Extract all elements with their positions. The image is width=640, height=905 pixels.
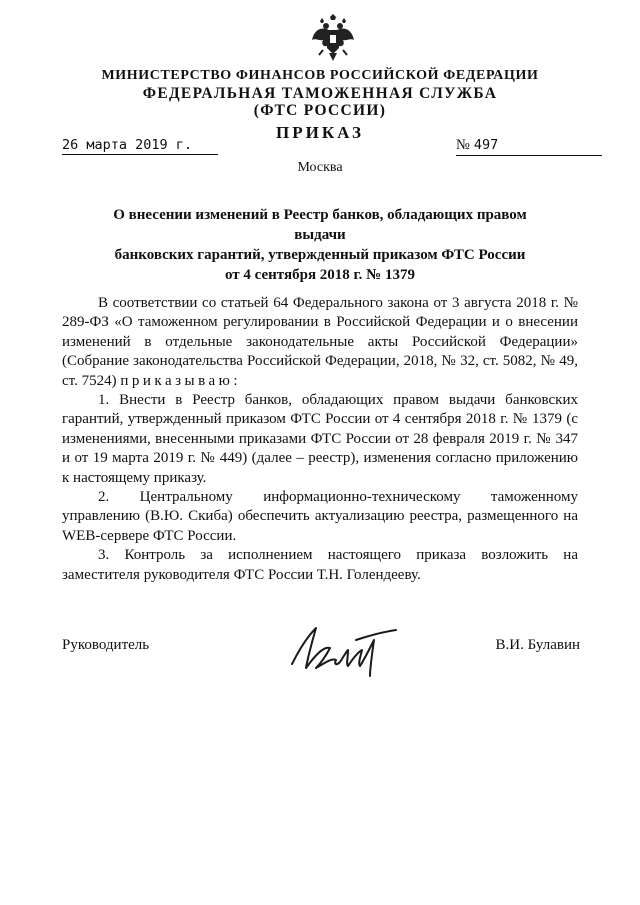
- item-1: 1. Внести в Реестр банков, обладающих правом выдачи банковских гарантий, утвержденный приказом ФТС России от 4 сентября 2018 г. № 1379 (с изменениями, внесенными приказами ФТС России от 28 февраля 2019 г. № 347 и от 19 марта 2019 г. № 449) (далее – реестр), изменения согласно приложению к настоящему приказу.: [62, 392, 578, 486]
- order-number: 497: [473, 137, 499, 153]
- preamble-text: В соответствии со статьей 64 Федерального закона от 3 августа 2018 г. № 289-ФЗ «О таможенном регулировании в Российской Федерации и о внесении изменений в отдельные законодательные акты Российской Федерации» (Собрание законодательства Российской Федерации, 2018, № 32, ст. 5082, № 49, ст. 7524): [62, 295, 578, 389]
- number-sign: №: [456, 137, 470, 153]
- coat-of-arms-emblem: [311, 14, 355, 62]
- decree-word: приказываю:: [120, 372, 242, 389]
- item-2: 2. Центральному информационно-техническому таможенному управлению (В.Ю. Скиба) обеспечить актуализацию реестра, размещенного на WEB-сервере ФТС России.: [62, 489, 578, 544]
- city: Москва: [297, 160, 343, 175]
- subject-line-2: банковских гарантий, утвержденный приказом ФТС России: [114, 247, 526, 263]
- order-body: [62, 294, 578, 585]
- ministry-name: МИНИСТЕРСТВО ФИНАНСОВ РОССИЙСКОЙ ФЕДЕРАЦИИ: [101, 68, 539, 83]
- subject-line-3: от 4 сентября 2018 г. № 1379: [225, 267, 415, 283]
- item-3: 3. Контроль за исполнением настоящего приказа возложить на заместителя руководителя ФТС России Т.Н. Голендееву.: [62, 547, 578, 583]
- preamble: [62, 294, 578, 391]
- order-subject: [90, 205, 550, 285]
- subject-line-1: О внесении изменений в Реестр банков, обладающих правом выдачи: [113, 207, 527, 243]
- handwritten-signature: [286, 618, 406, 680]
- service-name: ФЕДЕРАЛЬНАЯ ТАМОЖЕННАЯ СЛУЖБА: [142, 85, 498, 102]
- order-number-field: [456, 137, 602, 156]
- document-type: ПРИКАЗ: [276, 123, 364, 142]
- signer-name: В.И. Булавин: [495, 637, 580, 653]
- service-short-name: (ФТС РОССИИ): [253, 102, 387, 119]
- signer-role: Руководитель: [62, 637, 150, 653]
- order-date: 26 марта 2019 г.: [62, 137, 218, 155]
